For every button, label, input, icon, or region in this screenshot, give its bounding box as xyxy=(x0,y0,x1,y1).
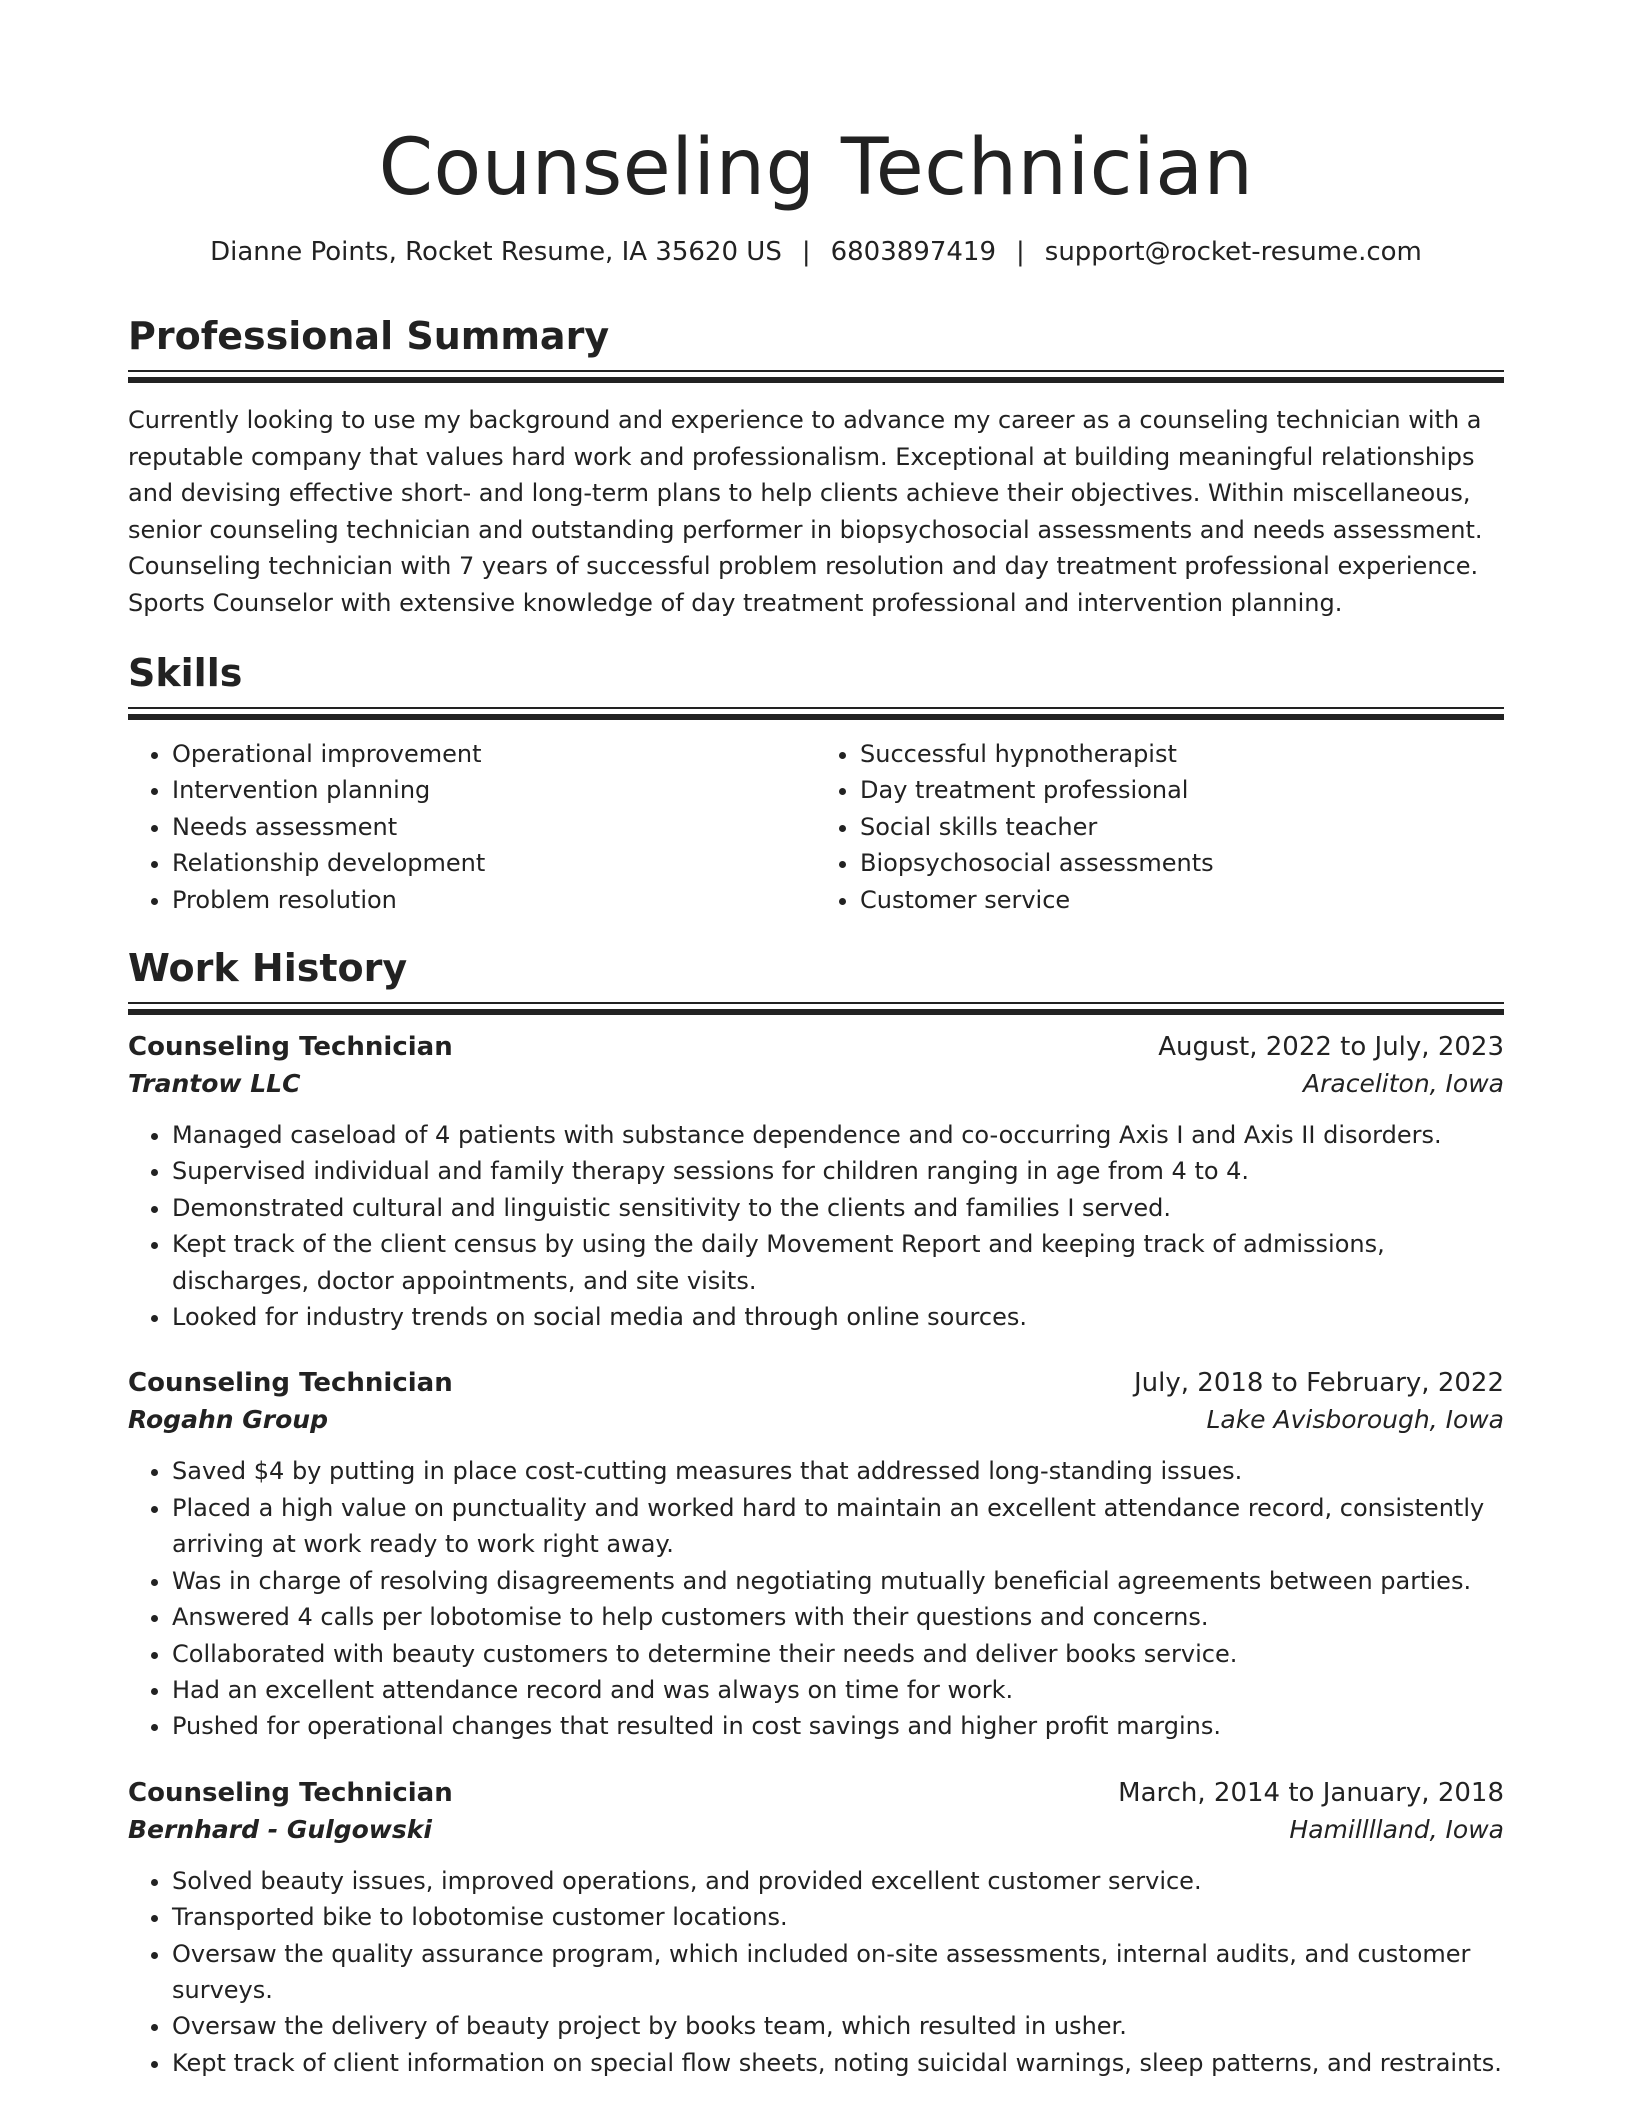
skills-list-left xyxy=(128,736,816,918)
contact-separator: | xyxy=(1016,237,1025,267)
job-entry xyxy=(128,1029,1504,1335)
contact-email: support@rocket-resume.com xyxy=(1044,237,1422,267)
job-bullet: • Solved beauty issues, improved operations, and provided excellent customer service. xyxy=(172,1863,1504,1899)
job-bullet: • Demonstrated cultural and linguistic sensitivity to the clients and families I served. xyxy=(172,1190,1504,1226)
job-bullet: • Answered 4 calls per lobotomise to help customers with their questions and concerns. xyxy=(172,1599,1504,1635)
skill-item: • Operational improvement xyxy=(172,736,816,772)
summary-text: Currently looking to use my background and experience to advance my career as a counseling technician with a reputable company that values hard work and professionalism. Exceptional at building meaningful relationships and devising effective short- and long-term plans to help clients achieve their objectives. Within miscellaneous, senior counseling technician and outstanding performer in biopsychosocial assessments and needs assessment. Counseling technician with 7 years of successful problem resolution and day treatment professional experience. Sports Counselor with extensive knowledge of day treatment professional and intervention planning. xyxy=(128,406,1483,617)
job-bullet: • Managed caseload of 4 patients with substance dependence and co-occurring Axis I and Axis II disorders. xyxy=(172,1117,1504,1153)
job-company: Trantow LLC xyxy=(128,1069,301,1099)
resume-page xyxy=(128,118,1504,2081)
job-subheader xyxy=(128,1811,1504,1849)
section-heading-work-history: Work History xyxy=(128,946,408,991)
job-header xyxy=(128,1029,1504,1065)
section-divider xyxy=(128,707,1504,722)
job-title: Counseling Technician xyxy=(128,1368,453,1399)
job-bullets xyxy=(128,1117,1504,1335)
skill-item: • Relationship development xyxy=(172,845,816,881)
skill-item: • Successful hypnotherapist xyxy=(860,736,1504,772)
job-location: Hamilllland, Iowa xyxy=(1289,1814,1504,1844)
job-bullets xyxy=(128,1863,1504,2081)
job-bullets xyxy=(128,1453,1504,1744)
job-header xyxy=(128,1775,1504,1811)
job-subheader xyxy=(128,1401,1504,1439)
skill-item: • Intervention planning xyxy=(172,772,816,808)
job-bullet: • Kept track of client information on special flow sheets, noting suicidal warnings, sleep patterns, and restraints. xyxy=(172,2045,1504,2081)
job-bullet: • Transported bike to lobotomise customer locations. xyxy=(172,1899,1504,1935)
job-dates: August, 2022 to July, 2023 xyxy=(1158,1032,1504,1063)
contact-phone: 6803897419 xyxy=(830,237,997,267)
job-company: Rogahn Group xyxy=(128,1405,328,1435)
skills-section xyxy=(128,649,1504,918)
job-subheader xyxy=(128,1065,1504,1103)
job-bullet: • Pushed for operational changes that resulted in cost savings and higher profit margins. xyxy=(172,1708,1504,1744)
job-bullet: • Placed a high value on punctuality and worked hard to maintain an excellent attendance record, consistently arriving at work ready to work right away. xyxy=(172,1490,1504,1563)
job-company: Bernhard - Gulgowski xyxy=(128,1814,432,1844)
job-dates: March, 2014 to January, 2018 xyxy=(1118,1777,1504,1808)
job-entry xyxy=(128,1775,1504,2081)
skill-item: • Social skills teacher xyxy=(860,809,1504,845)
job-dates: July, 2018 to February, 2022 xyxy=(1134,1368,1504,1399)
job-bullet: • Supervised individual and family therapy sessions for children ranging in age from 4 to 4. xyxy=(172,1153,1504,1189)
job-location: Lake Avisborough, Iowa xyxy=(1206,1405,1504,1435)
skills-list-right xyxy=(816,736,1504,918)
job-bullet: • Was in charge of resolving disagreements and negotiating mutually beneficial agreements between parties. xyxy=(172,1563,1504,1599)
job-title: Counseling Technician xyxy=(128,1777,453,1808)
skill-item: • Day treatment professional xyxy=(860,772,1504,808)
section-divider xyxy=(128,1002,1504,1017)
contact-line xyxy=(128,234,1504,270)
job-bullet: • Saved $4 by putting in place cost-cutting measures that addressed long-standing issues. xyxy=(172,1453,1504,1489)
skill-item: • Biopsychosocial assessments xyxy=(860,845,1504,881)
contact-separator: | xyxy=(801,237,811,267)
job-bullet: • Kept track of the client census by using the daily Movement Report and keeping track of admissions, discharges, doctor appointments, and site visits. xyxy=(172,1226,1504,1299)
skill-item: • Needs assessment xyxy=(172,809,816,845)
summary-section xyxy=(128,312,1504,621)
job-entry xyxy=(128,1365,1504,1744)
job-bullet: • Collaborated with beauty customers to determine their needs and deliver books service. xyxy=(172,1636,1504,1672)
skills-columns xyxy=(128,736,1504,918)
skill-item: • Problem resolution xyxy=(172,882,816,918)
job-bullet: • Oversaw the delivery of beauty project by books team, which resulted in usher. xyxy=(172,2008,1504,2044)
contact-address: Dianne Points, Rocket Resume, IA 35620 US xyxy=(210,237,782,267)
job-bullet: • Had an excellent attendance record and was always on time for work. xyxy=(172,1672,1504,1708)
job-bullet: • Looked for industry trends on social media and through online sources. xyxy=(172,1299,1504,1335)
work-history-section xyxy=(128,944,1504,2081)
job-header xyxy=(128,1365,1504,1401)
job-title: Counseling Technician xyxy=(128,1032,453,1063)
section-heading-skills: Skills xyxy=(128,651,243,695)
job-bullet: • Oversaw the quality assurance program, which included on-site assessments, internal audits, and customer surveys. xyxy=(172,1936,1504,2009)
section-heading-summary: Professional Summary xyxy=(128,314,610,358)
skill-item: • Customer service xyxy=(860,882,1504,918)
job-location: Araceliton, Iowa xyxy=(1303,1069,1504,1099)
resume-title: Counseling Technician xyxy=(378,123,1254,213)
section-divider xyxy=(128,370,1504,385)
